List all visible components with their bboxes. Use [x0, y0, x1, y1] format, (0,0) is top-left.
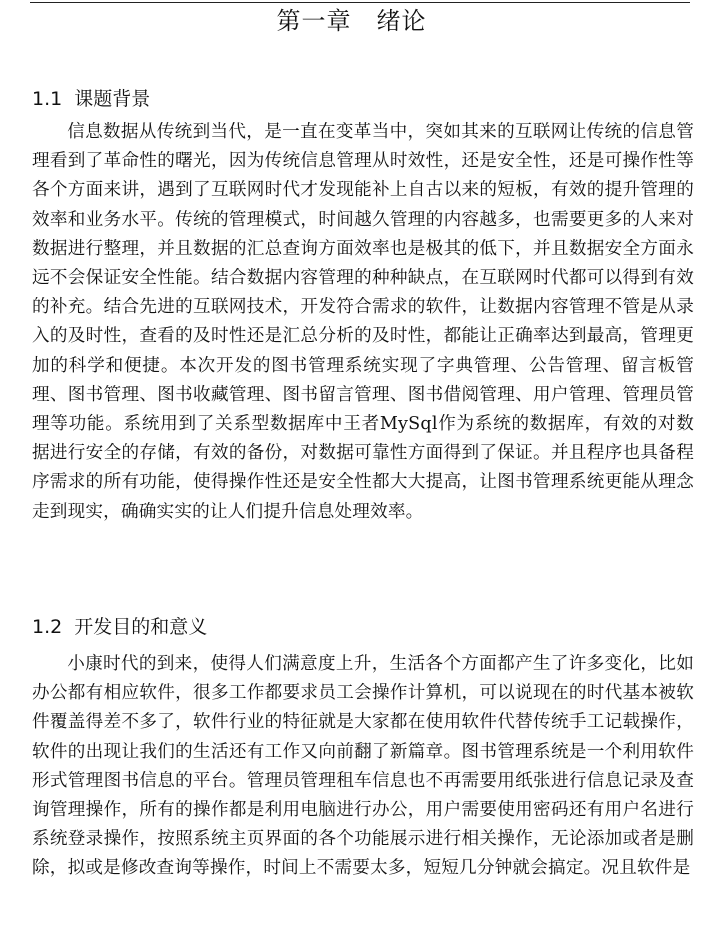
section-paragraph-purpose: 小康时代的到来，使得人们满意度上升，生活各个方面都产生了许多变化，比如办公都有相应软件，很多工作都要求员工会操作计算机，可以说现在的时代基本被软件覆盖得差不多了，软件行业的特征就是大家都在使用软件代替传统手工记载操作，软件的出现让我们的生活还有工作又向前翻了新篇章。图书管理系统是一个利用软件形式管理图书信息的平台。管理员管理租车信息也不再需要用纸张进行信息记录及查询管理操作，所有的操作都是利用电脑进行办公，用户需要使用密码还有用户名进行系统登录操作，按照系统主页界面的各个功能展示进行相关操作，无论添加或者是删除，拟或是修改查询等操作，时间上不需要太多，短短几分钟就会搞定。况且软件是	[32, 654, 694, 879]
section-paragraph-background: 信息数据从传统到当代，是一直在变革当中，突如其来的互联网让传统的信息管理看到了革命性的曙光，因为传统信息管理从时效性，还是安全性，还是可操作性等各个方面来讲，遇到了互联网时代才发现能补上自古以来的短板，有效的提升管理的效率和业务水平。传统的管理模式，时间越久管理的内容越多，也需要更多的人来对数据进行整理，并且数据的汇总查询方面效率也是极其的低下，并且数据安全方面永远不会保证安全性能。结合数据内容管理的种种缺点，在互联网时代都可以得到有效的补充。结合先进的互联网技术，开发符合需求的软件，让数据内容管理不管是从录入的及时性，查看的及时性还是汇总分析的及时性，都能让正确率达到最高，管理更加的科学和便捷。本次开发的图书管理系统实现了字典管理、公告管理、留言板管理、图书管理、图书收藏管理、图书留言管理、图书借阅管理、用户管理、管理员管理等功能。系统用到了关系型数据库中王者MySql作为系统的数据库，有效的对数据进行安全的存储，有效的备份，对数据可靠性方面得到了保证。并且程序也具备程序需求的所有功能，使得操作性还是安全性都大大提高，让图书管理系统更能从理念走到现实，确确实实的让人们提升信息处理效率。	[32, 122, 694, 522]
section-heading-background: 1.1 课题背景	[32, 88, 151, 110]
header-rule	[30, 2, 690, 3]
section-heading-purpose: 1.2 开发目的和意义	[32, 616, 208, 638]
chapter-title: 第一章 绪论	[276, 7, 427, 35]
